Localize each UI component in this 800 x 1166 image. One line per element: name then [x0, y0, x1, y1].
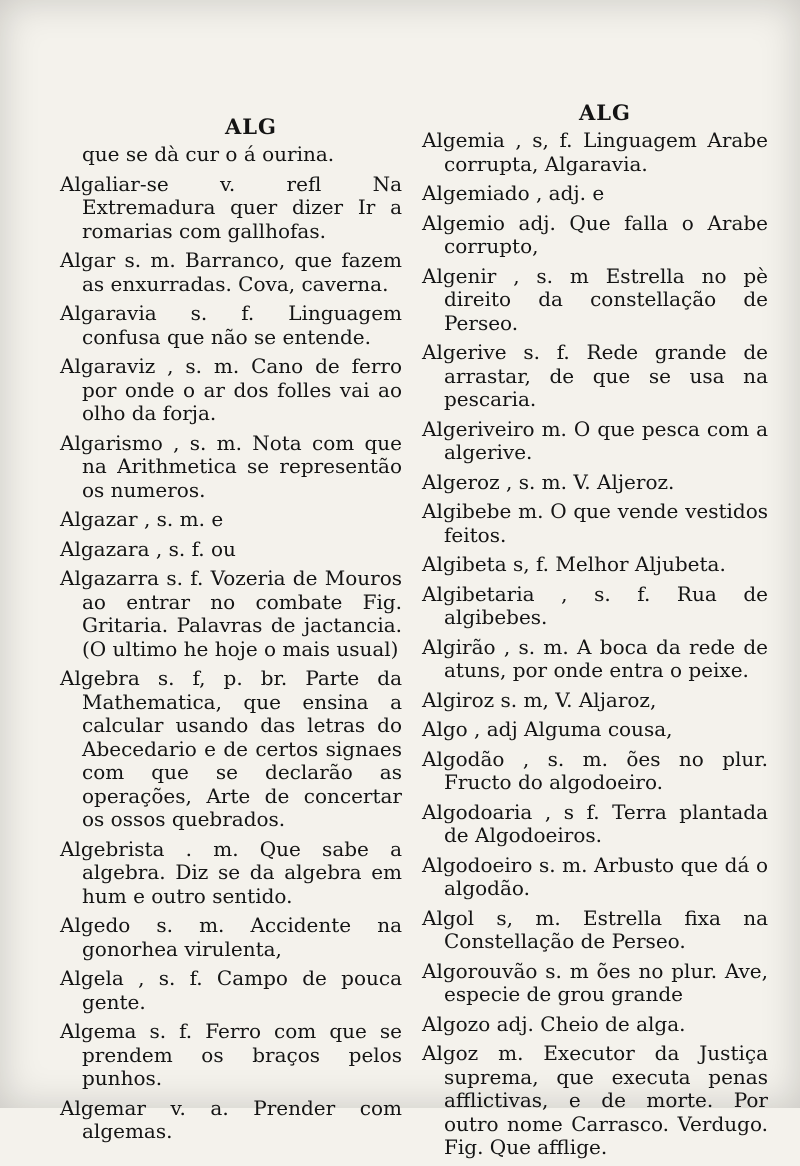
entry-definition: s. f. Ferro com que se prendem os braços pelos punhos.	[82, 1019, 403, 1090]
entry-definition: , s, f. Linguagem Arabe corrupta, Algaravia.	[444, 128, 768, 176]
dictionary-entry	[422, 636, 768, 683]
dictionary-entry	[422, 418, 768, 465]
entry-headword: Algodoeiro	[422, 852, 533, 877]
entry-headword: Algaliar-se	[60, 171, 169, 196]
entry-definition: m. O que vende vestidos feitos.	[444, 499, 769, 547]
entry-definition: s. m. Arbusto que dá o algodão.	[444, 852, 768, 900]
entry-definition: s. m, V. Aljaroz,	[500, 687, 657, 712]
entry-definition: , s f. Terra plantada de Algodoeiros.	[444, 799, 768, 847]
entry-headword: Algibetaria	[422, 581, 535, 606]
entry-headword: Algoz	[422, 1041, 479, 1065]
dictionary-entry	[60, 302, 402, 349]
entry-headword: Algorouvão	[422, 958, 538, 983]
entry-headword: Algaravia	[60, 301, 157, 325]
entry-headword: Algarismo	[60, 430, 163, 455]
dictionary-entry	[60, 1097, 402, 1144]
entry-definition: s. f. Linguagem confusa que não se entende.	[82, 301, 403, 349]
dictionary-entry	[422, 718, 768, 742]
dictionary-entry	[60, 508, 402, 532]
dictionary-entry	[60, 355, 402, 426]
entry-headword: Algedo	[60, 913, 131, 937]
entry-definition: s. m ões no plur. Ave, especie de grou grande	[444, 958, 768, 1006]
dictionary-entry	[60, 538, 402, 562]
dictionary-entry	[422, 265, 768, 336]
dictionary-entry	[60, 249, 402, 296]
entry-definition: adj. Cheio de alga.	[496, 1011, 686, 1036]
dictionary-entry	[60, 838, 402, 909]
continuation-text: que se dà cur o á ourina.	[82, 142, 335, 166]
dictionary-entry	[60, 173, 402, 244]
entry-definition: , s. m. e	[143, 507, 224, 531]
entry-definition: v. refl Na Extremadura quer dizer Ir a romarias com gallhofas.	[82, 171, 402, 243]
entry-headword: Algozo	[422, 1011, 491, 1036]
entry-headword: Algaraviz	[60, 354, 156, 378]
entry-definition: s, f. Melhor Aljubeta.	[513, 552, 726, 576]
entry-headword: Algenir	[422, 263, 497, 288]
entry-definition: . m. Que sabe a algebra. Diz se da algebra em hum e outro sentido.	[82, 836, 402, 908]
entry-headword: Algazara	[60, 536, 150, 561]
entry-definition: m. Executor da Justiça suprema, que executa penas afflictivas, e de morte. Por outro nome Carrasco. Verdugo. Fig. Que afflige.	[444, 1041, 768, 1159]
entry-headword: Algol	[422, 905, 475, 930]
entry-headword: Algo	[422, 717, 468, 741]
dictionary-entry	[60, 432, 402, 503]
entry-headword: Algodoaria	[422, 799, 533, 824]
dictionary-entry	[60, 1020, 402, 1091]
dictionary-entry	[422, 689, 768, 713]
entry-definition: , s. f. ou	[155, 536, 236, 561]
dictionary-entry	[422, 748, 768, 795]
entry-definition: , s. m. A boca da rede de atuns, por onde entra o peixe.	[444, 634, 768, 682]
dictionary-entry	[422, 854, 768, 901]
left-entries	[60, 173, 402, 1144]
entry-definition: , s. m Estrella no pè direito da constellação de Perseo.	[444, 263, 768, 335]
entry-headword: Algirão	[422, 634, 496, 659]
entry-headword: Algibebe	[422, 499, 512, 523]
entry-headword: Algemio	[422, 210, 505, 235]
dictionary-entry	[422, 960, 768, 1007]
entry-headword: Algodão	[422, 746, 505, 771]
entry-definition: , s. m. V. Aljeroz.	[505, 469, 675, 494]
entry-headword: Algerive	[422, 340, 507, 364]
entry-headword: Algebra	[60, 666, 140, 690]
right-column	[422, 100, 768, 1166]
dictionary-entry	[422, 801, 768, 848]
dictionary-entry	[422, 583, 768, 630]
dictionary-entry	[60, 567, 402, 661]
dictionary-entry	[422, 1042, 768, 1160]
dictionary-entry	[422, 341, 768, 412]
dictionary-entry	[422, 553, 768, 577]
entry-definition: s. m. Accidente na gonorhea virulenta,	[82, 913, 402, 961]
right-entries	[422, 129, 768, 1160]
entry-definition: m. O que pesca com a algerive.	[444, 416, 769, 464]
entry-headword: Algazarra	[60, 566, 160, 590]
entry-definition: s. f, p. br. Parte da Mathematica, que ensina a calcular usando das letras do Abecedario e de certos signaes com que se declarão as operações, Arte de concertar os ossos quebrados.	[82, 666, 403, 831]
dictionary-entry	[60, 914, 402, 961]
dictionary-entry	[422, 500, 768, 547]
dictionary-entry	[422, 182, 768, 206]
entry-headword: Algeriveiro	[422, 416, 535, 441]
entry-headword: Algela	[60, 966, 124, 990]
dictionary-entry	[60, 967, 402, 1014]
entry-definition: s, m. Estrella fixa na Constellação de Perseo.	[444, 905, 769, 953]
dictionary-entry	[422, 129, 768, 176]
entry-headword: Algemiado	[422, 181, 530, 205]
entry-headword: Algemia	[422, 128, 505, 152]
dictionary-entry	[60, 667, 402, 832]
entry-definition: , s. m. Nota com que na Arithmetica se representão os numeros.	[82, 430, 402, 502]
entry-headword: Algibeta	[422, 552, 507, 576]
entry-headword: Algeroz	[422, 469, 500, 494]
left-column-header: ALG	[225, 114, 277, 139]
entry-headword: Algiroz	[422, 687, 495, 712]
entry-definition: adj. Que falla o Arabe corrupto,	[444, 210, 769, 258]
entry-definition: , adj. e	[535, 181, 605, 205]
entry-definition: , s. m. ões no plur. Fructo do algodoeiro.	[444, 746, 769, 794]
dictionary-entry	[422, 471, 768, 495]
entry-headword: Algebrista	[60, 836, 165, 861]
entry-definition: , s. f. Campo de pouca gente.	[82, 966, 402, 1014]
right-column-header: ALG	[579, 100, 631, 125]
entry-definition: v. a. Prender com algemas.	[82, 1095, 402, 1143]
dictionary-entry	[422, 1013, 768, 1037]
dictionary-entry	[422, 907, 768, 954]
entry-definition: s. f. Vozeria de Mouros ao entrar no combate Fig. Gritaria. Palavras de jactancia. (O ultimo he hoje o mais usual)	[82, 566, 403, 661]
entry-headword: Algema	[60, 1019, 137, 1043]
entry-definition: s. f. Rede grande de arrastar, de que se usa na pescaria.	[444, 340, 769, 411]
entry-definition: , s. m. Cano de ferro por onde o ar dos folles vai ao olho da forja.	[82, 354, 402, 425]
entry-headword: Algazar	[60, 507, 138, 531]
entry-headword: Algemar	[60, 1095, 146, 1120]
left-column	[60, 100, 402, 1150]
entry-definition: , s. f. Rua de algibebes.	[444, 581, 768, 629]
entry-definition: , adj Alguma cousa,	[474, 717, 673, 741]
dictionary-entry	[422, 212, 768, 259]
entry-definition: s. m. Barranco, que fazem as enxurradas. Cova, caverna.	[82, 248, 403, 296]
entry-headword: Algar	[60, 248, 116, 272]
